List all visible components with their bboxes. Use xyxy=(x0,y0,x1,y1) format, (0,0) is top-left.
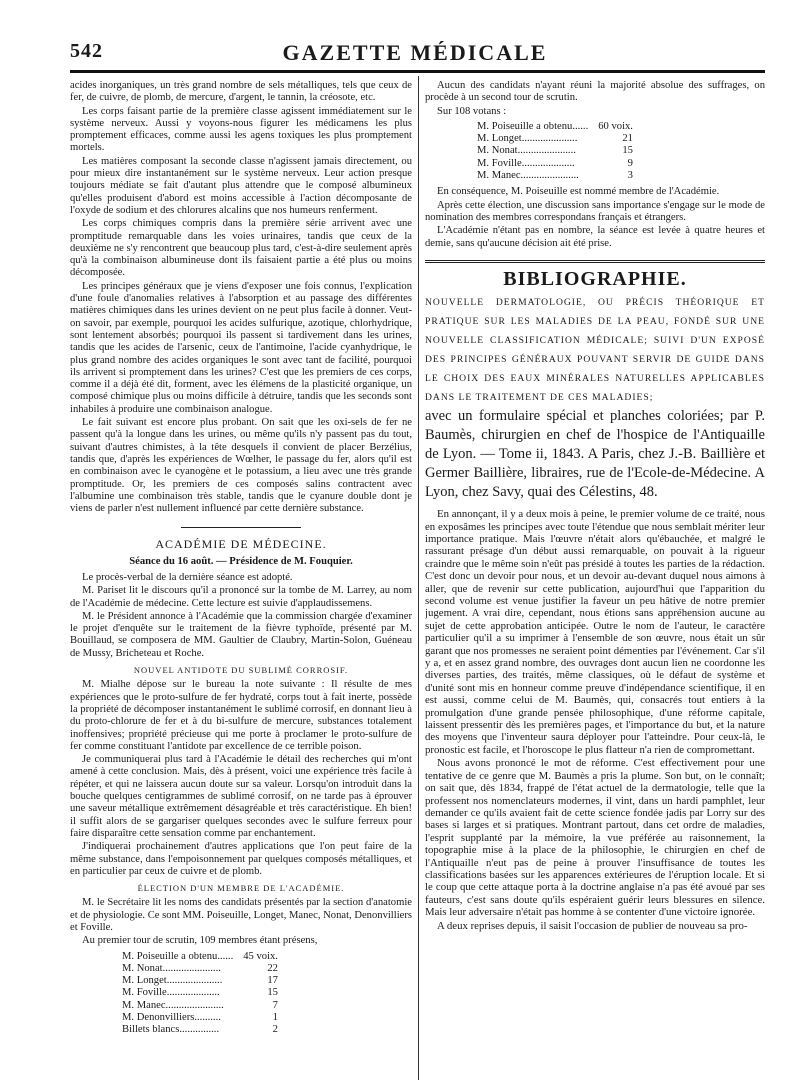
vote-row xyxy=(475,133,635,145)
vote-row xyxy=(120,963,280,975)
bibliography-title: BIBLIOGRAPHIE. xyxy=(503,267,687,290)
paragraph: Après cette élection, une discussion sans importance s'engage sur le mode de nomination des membres correspondans français et étrangers. xyxy=(425,199,765,223)
candidate: M. Denonvilliers.......... xyxy=(122,1012,221,1024)
votes: 15 xyxy=(622,145,633,157)
paragraph: Au premier tour de scrutin, 109 membres étant présens, xyxy=(82,935,318,947)
paragraph: M. le Secrétaire lit les noms des candidats présentés par la section d'anatomie et de physiologie. Ce sont MM. Poiseuille, Longet, Manec, Nonat, Denonvilliers et Foville. xyxy=(70,897,412,933)
paragraph: J'indiquerai prochainement d'autres applications que l'on peut faire de la même substance, dans l'empoisonnement par quelques composés métalliques, et en particulier par ceux de cuivre et de plomb. xyxy=(70,841,412,877)
paragraph: Je communiquerai plus tard à l'Académie le détail des recherches qui m'ont amené à cette conclusion. Mais, dès à présent, voici une expérience très facile à répéter, et qui ne laissera aucun doute sur sa valeur. Lorsqu'on introduit dans la bouche quelques centigrammes de sublimé corrosif, on ne tarde pas à éprouver une saveur métallique extrêmement désagréable et très caractéristique. Eh bien! il suffit alors de se gargariser quelques secondes avec le sulfure ferreux pour faire disparaître cette sensation comme par enchantement. xyxy=(70,754,412,839)
vote-row xyxy=(120,1024,280,1036)
vote-row xyxy=(475,158,635,170)
right-column xyxy=(425,80,765,1080)
vote-table-first-round xyxy=(120,951,280,1037)
votes: 7 xyxy=(272,999,278,1011)
vote-row xyxy=(120,1012,280,1024)
paragraph: Les matières composant la seconde classe n'agissent jamais directement, ou pour mieux dire instantanément sur le système nerveux. Leur action presque toujours médiate se fait d'autant plus attendre que le composé albumineux qu'elles produisent d'abord est moins accessible à l'action décomposante de l'oxyde de sodium et des chlorures alcalins que nos humeurs renferment. xyxy=(70,155,412,216)
session-heading: Séance du 16 août. — Présidence de M. Fouquier. xyxy=(129,555,353,567)
running-title: GAZETTE MÉDICALE xyxy=(282,40,548,65)
vote-table-second-round xyxy=(475,121,635,182)
subsection-title: ÉLECTION D'UN MEMBRE DE L'ACADÉMIE. xyxy=(137,883,345,894)
page-number: 542 xyxy=(70,40,103,62)
candidate: M. Foville.................... xyxy=(122,987,220,999)
paragraph: Sur 108 votans : xyxy=(437,105,507,117)
candidate: M. Nonat...................... xyxy=(122,962,221,974)
vote-row xyxy=(120,951,280,963)
votes: 2 xyxy=(272,1024,278,1036)
candidate: M. Poiseuille a obtenu...... xyxy=(122,950,234,962)
paragraph: A deux reprises depuis, il saisit l'occasion de publier de nouveau sa pro- xyxy=(437,919,748,932)
paragraph: En conséquence, M. Poiseuille est nommé membre de l'Académie. xyxy=(437,186,720,198)
column-divider xyxy=(418,76,419,1080)
page-header xyxy=(70,40,760,66)
left-column xyxy=(70,80,412,1080)
vote-row xyxy=(475,121,635,133)
paragraph: M. Pariset lit le discours qu'il a prononcé sur la tombe de M. Larrey, au nom de l'Académie de médecine. Cette lecture est suivie d'applaudissemens. xyxy=(70,585,412,609)
vote-row xyxy=(475,145,635,157)
header-rule xyxy=(70,70,765,73)
votes: 3 xyxy=(627,170,633,182)
candidate: M. Longet..................... xyxy=(122,975,223,987)
paragraph: Aucun des candidats n'ayant réuni la majorité absolue des suffrages, on procède à un second tour de scrutin. xyxy=(425,80,765,104)
paragraph: acides inorganiques, un très grand nombre de sels métalliques, tels que ceux de fer, de cuivre, de plomb, de mercure, d'argent, le tannin, la créosote, etc. xyxy=(70,80,412,104)
votes: 22 xyxy=(267,962,278,974)
section-rule xyxy=(425,260,765,263)
paragraph: Les principes généraux que je viens d'exposer une fois connus, l'explication d'une foule d'anomalies relatives à l'absorption et au passage des différentes matières chimiques dans les urines devient on ne peut plus facile à donner. Veut-on savoir, par exemple, pourquoi les acides sulfurique, azotique, chlorhydrique, sont lentement absorbés; pourquoi ils passent si tardivement dans les urines, tandis que les acides de l'arsenic, ceux de l'antimoine, l'acide cyanhydrique, le plus grand nombre des acides organiques le sont avec tant de facilité, pourquoi ils arrivent si promptement dans les urines? C'est que les premiers de ces corps, comme il a déjà été dit, forment, avec les élémens de la plasticité organique, un composé chimique plus ou moins difficile à détruire, tandis que les seconds sont inhabiles à produire une combinaison analogue. xyxy=(70,280,412,415)
book-title: NOUVELLE DERMATOLOGIE, OU PRÉCIS THÉORIQUE ET PRATIQUE SUR LES MALADIES DE LA PEAU, FONDÉ SUR UNE NOUVELLE CLASSIFICATION MÉDICALE; SUIVI D'UN EXPOSÉ DES PRINCIPES GÉNÉRAUX POUVANT SERVIR DE GUIDE DANS LE CHOIX DES EAUX MINÉRALES NATURELLES APPLICABLES DANS LE TRAITEMENT DE CES MALADIES; xyxy=(425,297,765,404)
paragraph: Le fait suivant est encore plus probant. On sait que les oxi-sels de fer ne passent qu'à la longue dans les urines, ou même qu'ils n'y passent pas du tout, suivant d'autres chimistes, à la tête desquels il convient de placer Berzélius, tandis que, d'après les expériences de Wœlher, le passage du fer, alors qu'il est en combinaison avec le cyanogène et le potassium, a lieu avec une très grande promptitude. Or, les premiers de ces composés salins contractent avec l'albumine une combinaison très stable, tandis que le cyanure double dont je viens de parler n'est nullement influencé par cette dernière substance. xyxy=(70,417,412,515)
candidate: M. Foville.................... xyxy=(477,157,575,169)
votes: 9 xyxy=(627,157,633,169)
candidate: M. Poiseuille a obtenu...... xyxy=(477,120,589,132)
vote-row xyxy=(120,1000,280,1012)
candidate: M. Nonat...................... xyxy=(477,145,576,157)
paragraph: Le procès-verbal de la dernière séance est adopté. xyxy=(82,571,293,583)
paragraph: L'Académie n'étant pas en nombre, la séance est levée à quatre heures et demie, sans qu'aucune décision ait été prise. xyxy=(425,225,765,249)
candidate: M. Longet..................... xyxy=(477,133,578,145)
section-rule xyxy=(181,527,301,528)
vote-row xyxy=(120,987,280,999)
vote-row xyxy=(475,170,635,182)
subsection-title: NOUVEL ANTIDOTE DU SUBLIMÉ CORROSIF. xyxy=(133,665,349,676)
votes: 45 voix. xyxy=(243,950,278,962)
votes: 60 voix. xyxy=(598,120,633,132)
votes: 17 xyxy=(267,975,278,987)
paragraph: M. le Président annonce à l'Académie que la commission chargée d'examiner le projet d'enquête sur le traitement de la fièvre typhoïde, présenté par M. Bouillaud, se composera de MM. Gaultier de Claubry, Martin-Solon, Guéneau de Mussy, Bricheteau et Roche. xyxy=(70,610,412,659)
paragraph: Les corps faisant partie de la première classe agissent immédiatement sur le système nerveux. Aussi y voyons-nous figurer les médicamens les plus promptement efficaces, comme aussi les agens toxiques les plus promptement mortels. xyxy=(70,105,412,154)
paragraph: M. Mialhe dépose sur le bureau la note suivante : Il résulte de mes expériences que le proto-sulfure de fer hydraté, corps tout à fait inerte, possède la propriété de décomposer instantanément le sublimé corrosif, en donnant lieu à du proto-chlorure de fer et à du bi-sulfure de mercure, substances totalement inoffensives; propriété précieuse qui me porte à proclamer le proto-sulfure de fer comme constituant l'antidote par excellence de ce terrible poison. xyxy=(70,679,412,752)
section-title: ACADÉMIE DE MÉDECINE. xyxy=(155,537,327,552)
book-details: avec un formulaire spécial et planches coloriées; par P. Baumès, chirurgien en chef de l'hospice de l'Antiquaille de Lyon. — Tome ii, 1843. A Paris, chez J.-B. Baillière et Germer Baillière, libraires, rue de l'Ecole-de-Médecine. A Lyon, chez Savy, quai des Célestins, 48. xyxy=(425,408,765,501)
paragraph: Nous avons prononcé le mot de réforme. C'est effectivement pour une tentative de ce genre que M. Baumès a pris la plume. Son but, on le connaît; on sait que, dès 1834, frappé de l'état actuel de la dermatologie, telle que la professent nos nomenclateurs modernes, il vint, dans un hardi pamphlet, leur demander ce qu'ils avaient fait de cette science fondée jadis par Lorry sur des bases si larges et si pratiques. Montrant partout, dans cet ordre de maladies, l'esprit supplanté par la mémoire, la vue préférée au raisonnement, la topographie mise à la place de la philosophie, le chirurgien en chef de l'Antiquaille n'eut pas de peine à prouver l'insuffisance de toutes les classifications basées sur les apparences extérieures de l'éruption locale. Et si le coup que cette attaque porta à la doctrine anglaise n'a pas été avoué par ses fauteurs, c'est sans doute qu'ils espéraient guérir leurs blessures en silence. Mais leur adversaire n'était pas homme à se contenter d'une victoire ignorée. xyxy=(425,757,765,919)
paragraph: Les corps chimiques compris dans la première série arrivent avec une promptitude remarquable dans les voies urinaires, tandis que ceux de la deuxième ne s'y rencontrent que beaucoup plus tard, c'est-à-dire seulement après qu'à la combinaison albumineuse dont ils faisaient partie a été plus ou moins décomposée. xyxy=(70,218,412,279)
votes: 1 xyxy=(272,1012,278,1024)
candidate: Billets blancs............... xyxy=(122,1024,220,1036)
candidate: M. Manec...................... xyxy=(122,999,224,1011)
candidate: M. Manec...................... xyxy=(477,170,579,182)
votes: 15 xyxy=(267,987,278,999)
vote-row xyxy=(120,975,280,987)
paragraph: En annonçant, il y a deux mois à peine, le premier volume de ce traité, nous en exposâmes les principes avec toute l'étendue que nous semblait mériter leur importance pratique. Mais l'œuvre n'était alors qu'ébauchée, et malgré le rassurant présage d'un début aussi remarquable, on pouvait à la rigueur craindre que le même soin n'eût pas présidé à toutes les parties de la rédaction. C'est donc un devoir pour nous, et un devoir au-devant duquel nous aimons à aller, que de revenir sur cette publication, aujourd'hui que l'apparition du second volume est venue justifier la faveur un peu hâtive de notre premier jugement. A vrai dire, cependant, nous étions sans appréhension aucune au sujet de cette approbation anticipée. Outre le nom de l'auteur, le caractère particulier qu'il a su imprimer à l'ensemble de son œuvre, nous était un sûr garant que nos promesses ne seraient point démenties par l'événement. Car s'il y a, et en assez grand nombre, des ouvrages dont aucun lien ne coordonne les diverses parties, des traités, même classiques, où le défaut de système et d'unité sont mis en honneur comme preuve d'indépendance scientifique, il en est aussi, comme celui de M. Baumès, qui, consacrés tout entiers à la promulgation d'une grande pensée philosophique, d'une réforme capitale, laissent pressentir dès les premières pages, et l'importance du but, et la nature des moyens que l'inventeur saura déployer pour l'atteindre. Pour ceux-là, le pronostic est facile, et l'horoscope le plus flatteur n'a rien de compromettant. xyxy=(425,508,765,756)
votes: 21 xyxy=(622,133,633,145)
